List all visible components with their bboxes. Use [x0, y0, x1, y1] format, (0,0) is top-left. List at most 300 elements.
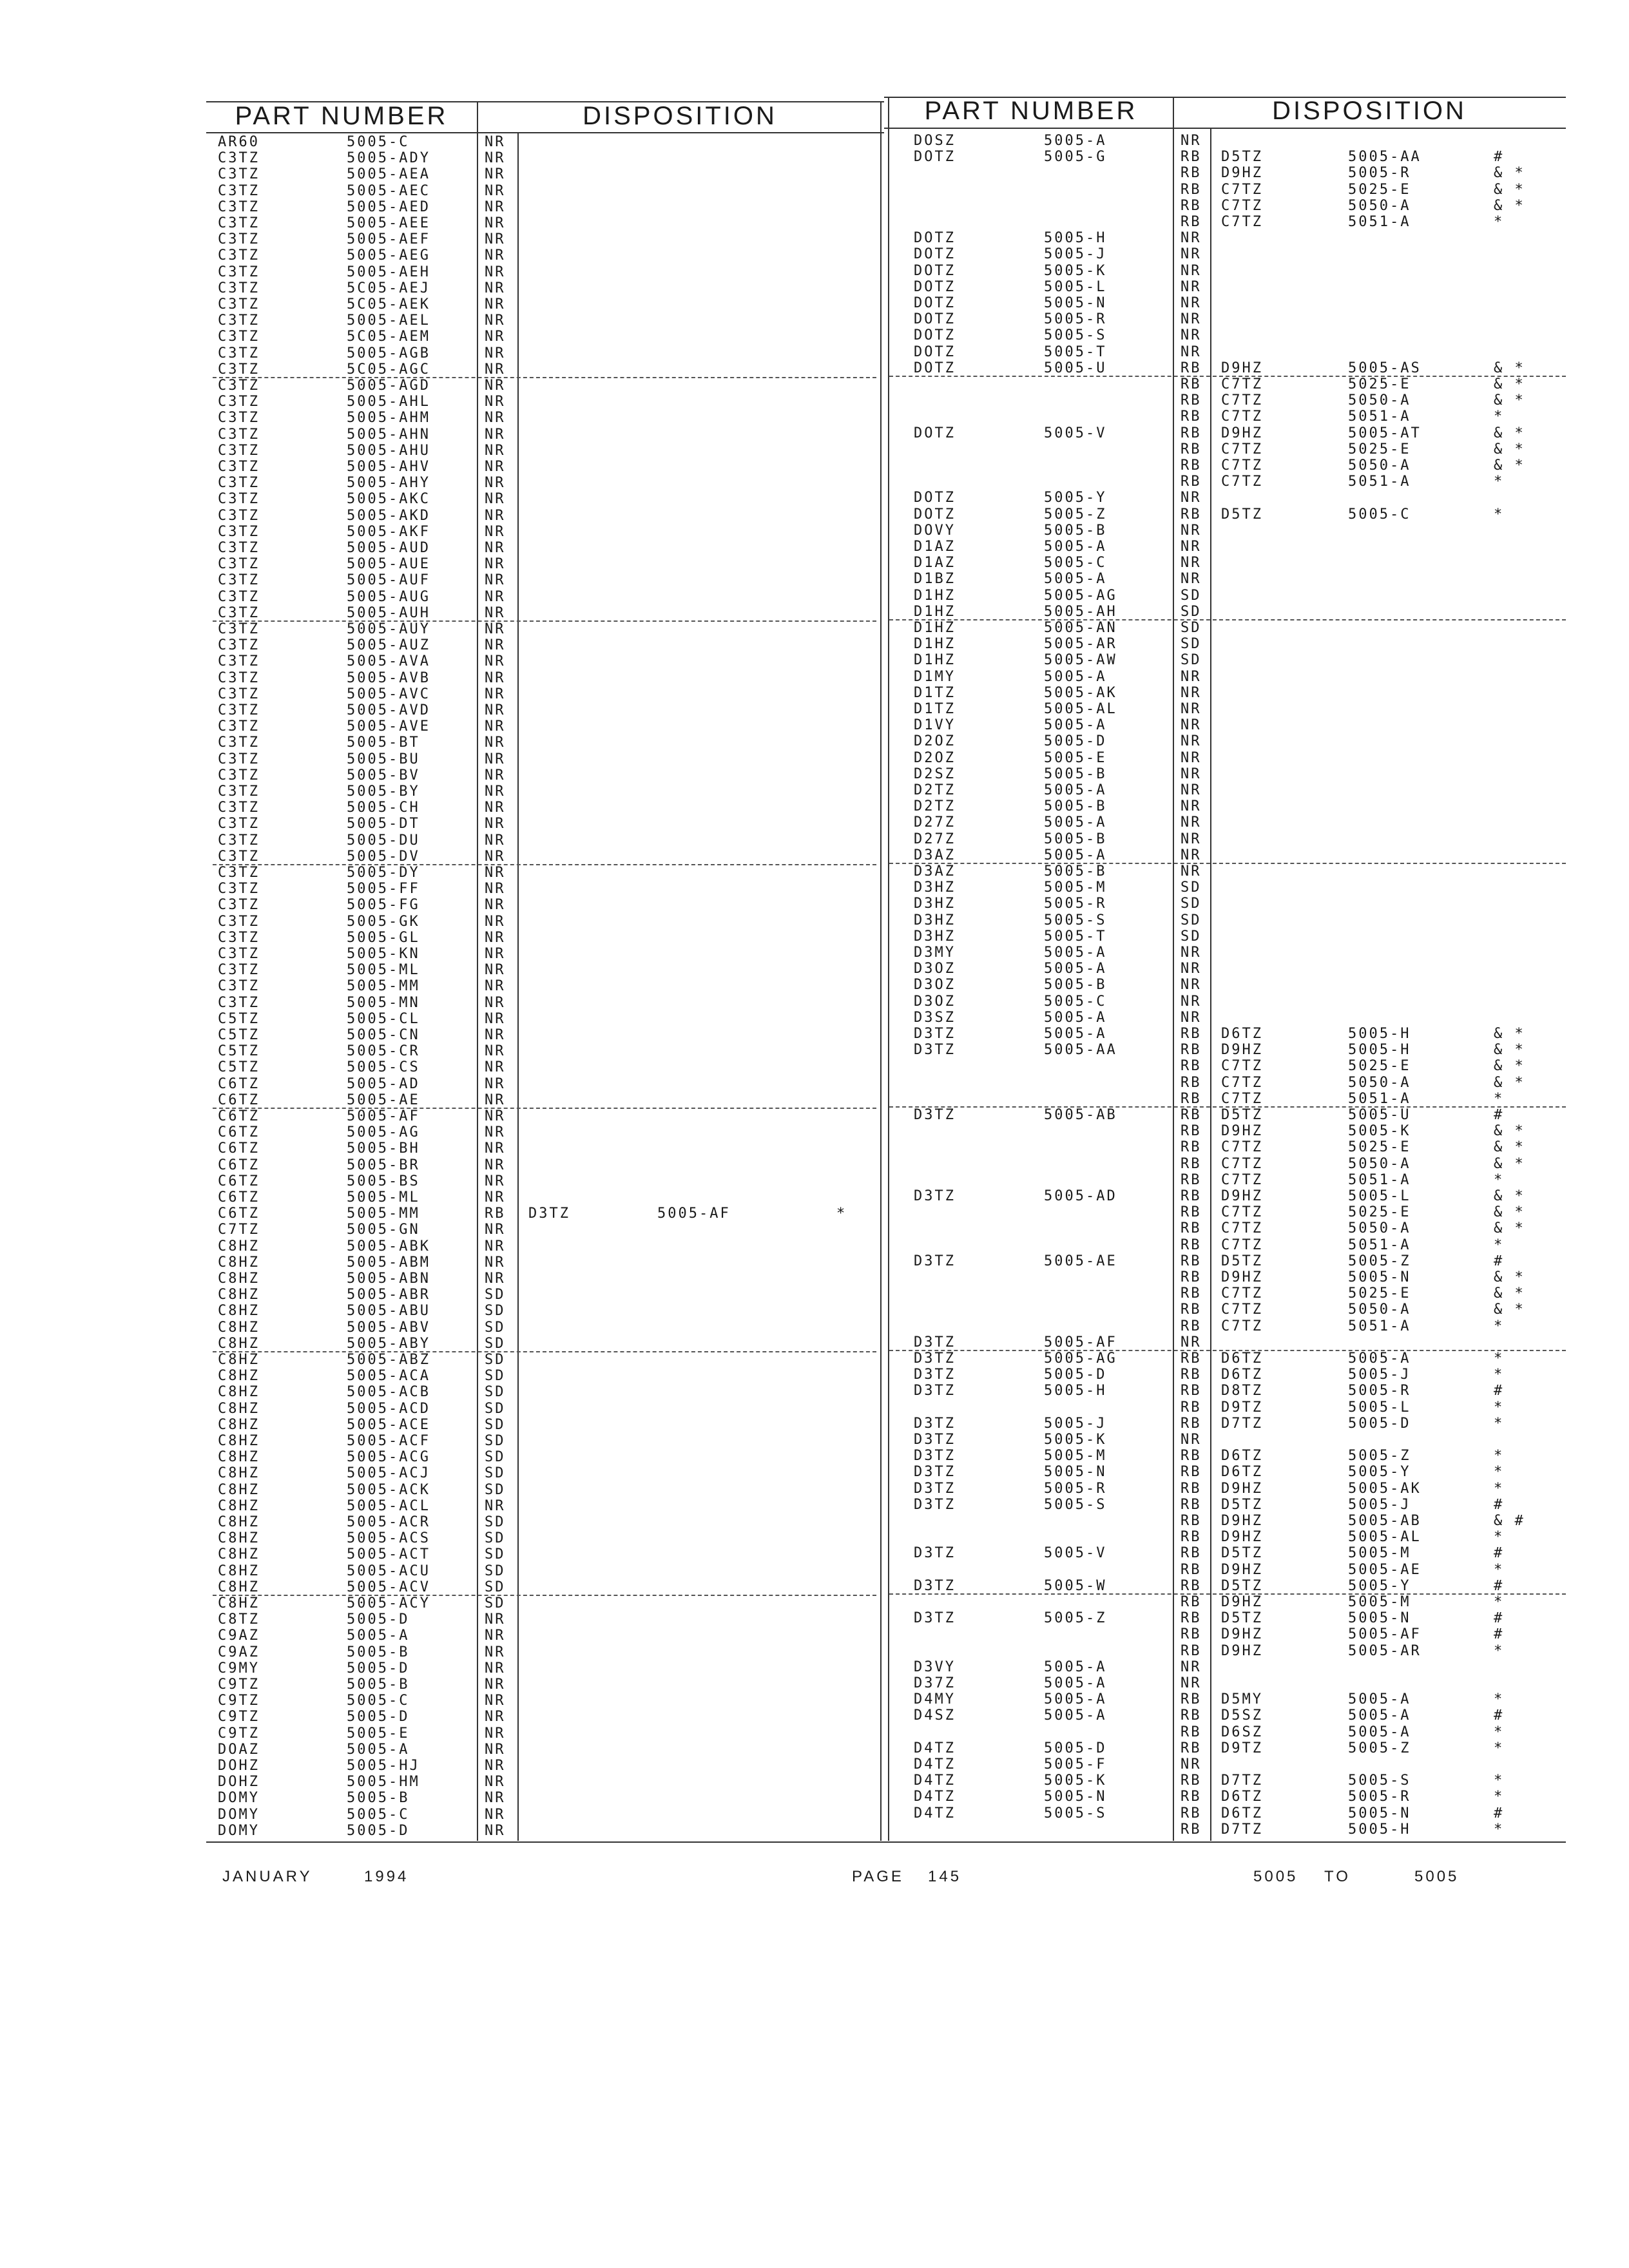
disposition-code-cell: NR — [1181, 522, 1202, 539]
footer-range-to-label: TO — [1324, 1868, 1351, 1885]
replacement-number-cell: 5005-A — [1348, 1707, 1411, 1724]
part-number-cell: 5005-AB — [1044, 1107, 1117, 1123]
replacement-prefix-cell: D9HZ — [1221, 1513, 1263, 1529]
prefix-cell: C8HZ — [218, 1514, 260, 1530]
replacement-number-cell: 5025-E — [1348, 1285, 1411, 1302]
table-row — [0, 1691, 1629, 1707]
part-number-cell: 5005-ABV — [347, 1319, 430, 1336]
prefix-cell: D3TZ — [914, 1026, 956, 1042]
flags-cell: & * — [1494, 376, 1525, 392]
prefix-cell: C3TZ — [218, 166, 260, 183]
table-row — [0, 1367, 1629, 1383]
part-number-cell: 5005-ACT — [347, 1546, 430, 1563]
prefix-cell: D3SZ — [914, 1009, 956, 1026]
disposition-code-cell: NR — [485, 1677, 506, 1693]
footer-page-label: PAGE — [852, 1868, 904, 1885]
prefix-cell: D1HZ — [914, 587, 956, 604]
prefix-cell: C3TZ — [218, 491, 260, 508]
disposition-code-cell: NR — [485, 1660, 506, 1677]
part-number-cell: 5005-ABM — [347, 1254, 430, 1271]
table-row — [0, 1253, 1629, 1269]
disposition-code-cell: NR — [485, 929, 506, 946]
part-number-cell: 5005-AHY — [347, 475, 430, 492]
replacement-prefix-cell: C7TZ — [1221, 1074, 1263, 1091]
disposition-code-cell: NR — [1181, 961, 1202, 977]
part-number-cell: 5005-N — [1044, 1789, 1107, 1805]
part-number-cell: 5005-AW — [1044, 652, 1117, 669]
replacement-number-cell: 5005-N — [1348, 1269, 1411, 1285]
disposition-code-cell: NR — [485, 1271, 506, 1287]
disposition-code-cell: RB — [1181, 1058, 1202, 1075]
prefix-cell: C9TZ — [218, 1709, 260, 1725]
table-row — [0, 165, 1629, 181]
table-row — [0, 896, 1629, 912]
disposition-code-cell: NR — [1181, 327, 1202, 344]
part-number-cell: 5005-ACA — [347, 1368, 430, 1385]
part-number-cell: 5005-AHV — [347, 459, 430, 475]
table-row — [0, 1497, 1629, 1513]
header-underline-right — [884, 128, 1566, 129]
prefix-cell: C8HZ — [218, 1546, 260, 1563]
disposition-code-cell: NR — [1181, 490, 1202, 506]
disposition-code-cell: RB — [1181, 1318, 1202, 1334]
footer-page-number: 145 — [928, 1868, 962, 1885]
prefix-cell: C3TZ — [218, 459, 260, 475]
disposition-code-cell: NR — [485, 312, 506, 329]
disposition-code-cell: SD — [1181, 620, 1202, 636]
table-row — [0, 766, 1629, 782]
prefix-cell: C3TZ — [218, 394, 260, 410]
replacement-prefix-cell: D9TZ — [1221, 1740, 1263, 1756]
replacement-number-cell: 5005-Z — [1348, 1740, 1411, 1756]
disposition-code-cell: RB — [1181, 197, 1202, 214]
table-row — [0, 1123, 1629, 1139]
disposition-code-cell: RB — [1181, 1577, 1202, 1594]
disposition-code-cell: RB — [1181, 1236, 1202, 1253]
replacement-prefix-cell: D6TZ — [1221, 1789, 1263, 1805]
part-number-cell: 5005-A — [1044, 782, 1107, 798]
replacement-prefix-cell: C7TZ — [1221, 457, 1263, 474]
part-number-cell: 5005-ACJ — [347, 1465, 430, 1482]
flags-cell: & * — [1494, 360, 1525, 376]
disposition-code-cell: NR — [485, 1140, 506, 1157]
replacement-number-cell: 5051-A — [1348, 1318, 1411, 1334]
replacement-prefix-cell: D5SZ — [1221, 1707, 1263, 1724]
prefix-cell: D3AZ — [914, 863, 956, 879]
table-row — [0, 133, 1629, 149]
replacement-number-cell: 5005-AE — [1348, 1561, 1422, 1578]
flags-cell: * — [1494, 506, 1505, 523]
table-row — [0, 182, 1629, 198]
disposition-code-cell: RB — [1181, 214, 1202, 230]
table-row — [0, 977, 1629, 993]
disposition-code-cell: RB — [1181, 1074, 1202, 1091]
replacement-prefix-cell: D9HZ — [1221, 1529, 1263, 1546]
disposition-code-cell: RB — [1181, 1204, 1202, 1221]
replacement-number-cell: 5005-AS — [1348, 360, 1422, 376]
part-number-cell: 5005-A — [1044, 1675, 1107, 1691]
disposition-code-cell: NR — [485, 588, 506, 605]
part-number-cell: 5005-MN — [347, 994, 420, 1011]
flags-cell: & * — [1494, 197, 1525, 214]
part-number-cell: 5005-R — [1044, 1480, 1107, 1497]
disposition-code-cell: NR — [485, 264, 506, 280]
disposition-code-cell: NR — [485, 1075, 506, 1092]
disposition-code-cell: RB — [1181, 1107, 1202, 1123]
prefix-cell: D1HZ — [914, 652, 956, 669]
part-number-cell: 5005-C — [347, 1806, 410, 1823]
replacement-number-cell: 5050-A — [1348, 1302, 1411, 1318]
disposition-code-cell: NR — [485, 296, 506, 312]
prefix-cell: DOTZ — [914, 425, 956, 441]
disposition-code-cell: RB — [1181, 1220, 1202, 1237]
prefix-cell: C3TZ — [218, 182, 260, 199]
disposition-code-cell: NR — [485, 442, 506, 459]
part-number-cell: 5005-F — [1044, 1756, 1107, 1773]
table-row — [0, 588, 1629, 604]
disposition-code-cell: RB — [1181, 1545, 1202, 1562]
part-number-cell: 5005-AG — [1044, 1350, 1117, 1367]
prefix-cell: C6TZ — [218, 1173, 260, 1189]
disposition-code-cell: NR — [485, 345, 506, 361]
part-number-cell: 5005-V — [1044, 1545, 1107, 1562]
prefix-cell: D1AZ — [914, 555, 956, 572]
prefix-cell: D3TZ — [914, 1610, 956, 1627]
part-number-cell: 5005-ACR — [347, 1514, 430, 1530]
replacement-prefix-cell: C7TZ — [1221, 376, 1263, 392]
disposition-code-cell: NR — [1181, 765, 1202, 782]
table-row — [0, 701, 1629, 717]
table-row — [0, 1237, 1629, 1253]
part-number-cell: 5005-D — [1044, 733, 1107, 750]
prefix-cell: D3OZ — [914, 993, 956, 1010]
part-number-cell: 5005-B — [347, 1790, 410, 1807]
table-row — [0, 392, 1629, 408]
disposition-code-cell: NR — [1181, 701, 1202, 717]
table-row — [0, 1204, 1629, 1220]
part-number-cell: 5005-U — [1044, 360, 1107, 376]
table-row — [0, 1302, 1629, 1318]
prefix-cell: D27Z — [914, 814, 956, 831]
disposition-code-cell: RB — [1181, 1805, 1202, 1821]
flags-cell: & * — [1494, 165, 1525, 182]
replacement-prefix-cell: D5TZ — [1221, 1577, 1263, 1594]
part-number-cell: 5005-B — [1044, 765, 1107, 782]
prefix-cell: DOSZ — [914, 133, 956, 149]
table-row — [0, 750, 1629, 766]
disposition-code-cell: NR — [1181, 1432, 1202, 1448]
part-number-cell: 5005-C — [347, 1693, 410, 1709]
part-number-cell: 5005-HJ — [347, 1758, 420, 1774]
table-row — [0, 149, 1629, 165]
table-row — [0, 1529, 1629, 1545]
part-number-cell: 5005-FG — [347, 897, 420, 914]
prefix-cell: C6TZ — [218, 1189, 260, 1206]
part-number-cell: 5005-AF — [1044, 1334, 1117, 1350]
part-number-cell: 5005-N — [1044, 1464, 1107, 1481]
part-number-cell: 5005-V — [1044, 425, 1107, 441]
disposition-code-cell: NR — [485, 865, 506, 881]
prefix-cell: D1AZ — [914, 539, 956, 555]
part-number-cell: 5005-K — [1044, 1773, 1107, 1789]
part-number-cell: 5005-AHL — [347, 394, 430, 410]
prefix-cell: D3TZ — [914, 1464, 956, 1481]
table-row — [0, 360, 1629, 376]
replacement-prefix-cell: D3TZ — [528, 1206, 570, 1222]
replacement-prefix-cell: C7TZ — [1221, 1090, 1263, 1107]
table-row — [0, 198, 1629, 214]
disposition-code-cell: SD — [1181, 879, 1202, 896]
disposition-code-cell: RB — [1181, 360, 1202, 376]
flags-cell: # — [1494, 1577, 1505, 1594]
table-row — [0, 1545, 1629, 1561]
prefix-cell: D4TZ — [914, 1756, 956, 1773]
part-number-cell: 5005-AED — [347, 198, 430, 215]
flags-cell: & * — [1494, 1285, 1525, 1302]
part-number-cell: 5005-Z — [1044, 1610, 1107, 1627]
prefix-cell: C3TZ — [218, 361, 260, 378]
prefix-cell: D3VY — [914, 1658, 956, 1675]
disposition-code-cell: NR — [485, 491, 506, 508]
prefix-cell: C5TZ — [218, 1010, 260, 1027]
disposition-code-cell: NR — [485, 540, 506, 556]
replacement-prefix-cell: D5TZ — [1221, 1545, 1263, 1562]
table-row — [0, 1139, 1629, 1155]
part-number-cell: 5005-B — [347, 1644, 410, 1660]
replacement-prefix-cell: C7TZ — [1221, 474, 1263, 490]
prefix-cell: DOTZ — [914, 230, 956, 247]
disposition-code-cell: SD — [485, 1449, 506, 1466]
prefix-cell: C8HZ — [218, 1254, 260, 1271]
part-number-cell: 5005-J — [1044, 246, 1107, 263]
disposition-code-cell: NR — [485, 1027, 506, 1043]
replacement-number-cell: 5005-AR — [1348, 1642, 1422, 1659]
prefix-cell: C9TZ — [218, 1693, 260, 1709]
replacement-prefix-cell: D7TZ — [1221, 1415, 1263, 1432]
table-row — [0, 1026, 1629, 1042]
prefix-cell: DOTZ — [914, 262, 956, 279]
prefix-cell: C3TZ — [218, 296, 260, 312]
disposition-code-cell: NR — [485, 1611, 506, 1628]
part-number-cell: 5005-S — [1044, 327, 1107, 344]
disposition-code-cell: NR — [1181, 831, 1202, 847]
part-number-cell: 5005-ACV — [347, 1579, 430, 1595]
prefix-cell: D3HZ — [914, 879, 956, 896]
flags-cell: * — [1494, 1642, 1505, 1659]
part-number-cell: 5005-HM — [347, 1774, 420, 1791]
disposition-code-cell: NR — [1181, 539, 1202, 555]
disposition-code-cell: NR — [485, 653, 506, 670]
disposition-code-cell: NR — [485, 1774, 506, 1791]
part-number-cell: 5005-BV — [347, 767, 420, 783]
part-number-cell: 5005-ACG — [347, 1449, 430, 1466]
prefix-cell: D3TZ — [914, 1367, 956, 1383]
disposition-code-cell: RB — [1181, 457, 1202, 474]
disposition-code-cell: SD — [485, 1287, 506, 1303]
flags-cell: * — [1494, 1789, 1505, 1805]
replacement-prefix-cell: D5TZ — [1221, 506, 1263, 523]
part-number-cell: 5005-A — [1044, 539, 1107, 555]
disposition-code-cell: NR — [485, 475, 506, 492]
prefix-cell: C8HZ — [218, 1400, 260, 1417]
disposition-code-cell: NR — [485, 621, 506, 637]
prefix-cell: C3TZ — [218, 653, 260, 670]
part-number-cell: 5005-AD — [1044, 1188, 1117, 1204]
part-number-cell: 5005-A — [1044, 1009, 1107, 1026]
part-number-cell: 5005-DT — [347, 816, 420, 832]
replacement-prefix-cell: D5TZ — [1221, 149, 1263, 166]
disposition-code-cell: RB — [1181, 408, 1202, 425]
disposition-code-cell: RB — [1181, 1269, 1202, 1285]
disposition-code-cell: RB — [1181, 1139, 1202, 1156]
flags-cell: * — [1494, 1399, 1505, 1416]
part-number-cell: 5005-M — [1044, 1448, 1107, 1465]
table-row — [0, 1172, 1629, 1188]
table-row — [0, 311, 1629, 327]
table-row — [0, 1318, 1629, 1334]
prefix-cell: C9MY — [218, 1660, 260, 1677]
part-number-cell: 5005-ABY — [347, 1335, 430, 1352]
replacement-prefix-cell: D6TZ — [1221, 1448, 1263, 1465]
prefix-cell: C3TZ — [218, 378, 260, 394]
part-number-cell: 5005-A — [1044, 571, 1107, 588]
replacement-number-cell: 5005-Z — [1348, 1253, 1411, 1269]
replacement-number-cell: 5051-A — [1348, 1236, 1411, 1253]
prefix-cell: AR60 — [218, 134, 260, 150]
part-number-cell: 5005-K — [1044, 1432, 1107, 1448]
prefix-cell: D4TZ — [914, 1789, 956, 1805]
replacement-prefix-cell: C7TZ — [1221, 1139, 1263, 1156]
part-number-cell: 5005-AVA — [347, 653, 430, 670]
flags-cell: * — [1494, 1367, 1505, 1383]
replacement-prefix-cell: D9HZ — [1221, 1561, 1263, 1578]
prefix-cell: C3TZ — [218, 312, 260, 329]
replacement-prefix-cell: D9HZ — [1221, 165, 1263, 182]
replacement-number-cell: 5050-A — [1348, 392, 1411, 409]
replacement-prefix-cell: C7TZ — [1221, 1236, 1263, 1253]
replacement-number-cell: 5005-R — [1348, 1789, 1411, 1805]
part-number-cell: 5005-ABK — [347, 1238, 430, 1254]
disposition-code-cell: NR — [485, 1497, 506, 1514]
flags-cell: * — [1494, 1464, 1505, 1481]
replacement-number-cell: 5051-A — [1348, 1090, 1411, 1107]
prefix-cell: C3TZ — [218, 556, 260, 573]
prefix-cell: D3MY — [914, 945, 956, 961]
disposition-code-cell: NR — [485, 198, 506, 215]
part-number-cell: 5005-MM — [347, 978, 420, 995]
table-row — [0, 214, 1629, 230]
replacement-prefix-cell: C7TZ — [1221, 441, 1263, 457]
disposition-code-cell: SD — [485, 1335, 506, 1352]
disposition-code-cell: NR — [485, 832, 506, 849]
replacement-number-cell: 5005-U — [1348, 1107, 1411, 1123]
prefix-cell: C8HZ — [218, 1368, 260, 1385]
part-number-cell: 5005-CH — [347, 800, 420, 816]
disposition-code-cell: NR — [485, 1010, 506, 1027]
disposition-code-cell: NR — [485, 686, 506, 702]
prefix-cell: C5TZ — [218, 1027, 260, 1043]
table-row — [0, 457, 1629, 474]
disposition-code-cell: NR — [1181, 863, 1202, 879]
disposition-code-cell: SD — [485, 1530, 506, 1547]
part-number-cell: 5005-ACS — [347, 1530, 430, 1547]
flags-cell: & * — [1494, 1042, 1525, 1059]
part-number-cell: 5005-AKC — [347, 491, 430, 508]
flags-cell: * — [1494, 1594, 1505, 1610]
part-number-cell: 5005-B — [347, 1677, 410, 1693]
disposition-code-cell: RB — [1181, 165, 1202, 182]
prefix-cell: C8HZ — [218, 1303, 260, 1320]
table-row — [0, 441, 1629, 457]
prefix-cell: C8HZ — [218, 1465, 260, 1482]
replacement-number-cell: 5050-A — [1348, 1155, 1411, 1172]
replacement-prefix-cell: D5TZ — [1221, 1253, 1263, 1269]
disposition-code-cell: NR — [1181, 717, 1202, 734]
part-number-cell: 5005-ACK — [347, 1481, 430, 1498]
flags-cell: * — [1494, 1350, 1505, 1367]
disposition-code-cell: NR — [485, 361, 506, 378]
prefix-cell: D3TZ — [914, 1334, 956, 1350]
table-row — [0, 994, 1629, 1010]
prefix-cell: C6TZ — [218, 1206, 260, 1222]
flags-cell: & * — [1494, 1155, 1525, 1172]
replacement-prefix-cell: D5TZ — [1221, 1107, 1263, 1123]
table-row — [0, 879, 1629, 896]
disposition-code-cell: SD — [1181, 928, 1202, 945]
part-number-cell: 5005-MM — [347, 1206, 420, 1222]
replacement-prefix-cell: D9HZ — [1221, 1594, 1263, 1610]
replacement-number-cell: 5025-E — [1348, 1204, 1411, 1221]
prefix-cell: D3HZ — [914, 912, 956, 928]
replacement-number-cell: 5051-A — [1348, 474, 1411, 490]
disposition-code-cell: NR — [485, 669, 506, 686]
table-row — [0, 1562, 1629, 1578]
disposition-code-cell: NR — [1181, 311, 1202, 328]
part-number-cell: 5005-A — [1044, 945, 1107, 961]
flags-cell: * — [1494, 1090, 1505, 1107]
prefix-cell: C3TZ — [218, 280, 260, 296]
replacement-prefix-cell: D5TZ — [1221, 1610, 1263, 1627]
disposition-code-cell: NR — [485, 507, 506, 524]
disposition-code-cell: NR — [485, 1741, 506, 1758]
replacement-prefix-cell: D9HZ — [1221, 1642, 1263, 1659]
table-row — [0, 928, 1629, 945]
prefix-cell: D3TZ — [914, 1432, 956, 1448]
right-part-number-header: PART NUMBER — [924, 97, 1138, 125]
prefix-cell: C3TZ — [218, 800, 260, 816]
prefix-cell: C3TZ — [218, 735, 260, 751]
disposition-code-cell: SD — [1181, 636, 1202, 653]
disposition-code-cell: NR — [485, 329, 506, 345]
disposition-code-cell: NR — [485, 1173, 506, 1189]
prefix-cell: D3TZ — [914, 1188, 956, 1204]
prefix-cell: D1VY — [914, 717, 956, 734]
flags-cell: & * — [1494, 1269, 1525, 1285]
replacement-number-cell: 5005-D — [1348, 1415, 1411, 1432]
disposition-code-cell: RB — [1181, 1821, 1202, 1838]
flags-cell: * — [1494, 1773, 1505, 1789]
disposition-code-cell: NR — [485, 767, 506, 783]
part-number-cell: 5005-L — [1044, 278, 1107, 295]
table-row — [0, 669, 1629, 685]
disposition-code-cell: NR — [1181, 814, 1202, 831]
part-number-cell: 5005-AK — [1044, 684, 1117, 701]
prefix-cell: DOTZ — [914, 311, 956, 328]
disposition-code-cell: NR — [485, 637, 506, 654]
disposition-code-cell: NR — [1181, 749, 1202, 766]
prefix-cell: C3TZ — [218, 475, 260, 492]
replacement-prefix-cell: C7TZ — [1221, 1285, 1263, 1302]
